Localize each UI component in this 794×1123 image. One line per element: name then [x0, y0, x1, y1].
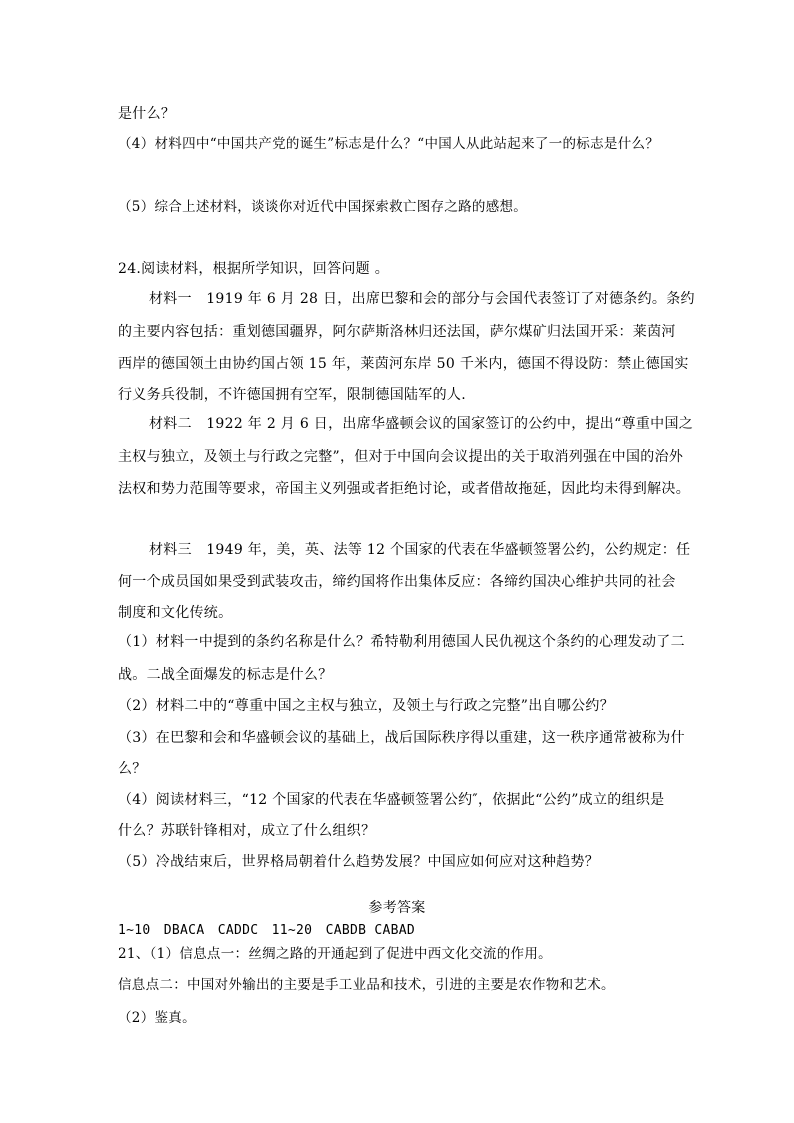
question-24-line: （2）材料二中的“尊重中国之主权与独立，及领土与行政之完整”出自哪公约？	[118, 698, 615, 714]
material-3-line: 材料三 1949 年，美，英、法等 12 个国家的代表在华盛顿签署公约，公约规定：任	[149, 542, 691, 558]
question-24-intro: 24.阅读材料，根据所学知识，回答问题 。	[118, 261, 390, 277]
material-2-line: 主权与独立，及领土与行政之完整”，但对于中国向会议提出的关于取消列强在中国的治外	[118, 449, 684, 465]
answer-21-2: （2）鉴真。	[118, 1010, 196, 1026]
question-24-line: （3）在巴黎和会和华盛顿会议的基础上，战后国际秩序得以重建，这一秩序通常被称为什	[118, 730, 685, 746]
answer-key-title: 参考答案	[368, 900, 426, 916]
question-24-line: 么？	[118, 761, 147, 777]
prev-question-4: （4）材料四中“中国共产党的诞生”标志是什么？“中国人从此站起来了一的标志是什么？	[118, 136, 660, 152]
material-1-line: 行义务兵役制，不许德国拥有空军，限制德国陆军的人.	[118, 387, 466, 403]
answer-21-1b: 信息点二：中国对外输出的主要是手工业品和技术，引进的主要是农作物和艺术。	[118, 977, 615, 993]
material-1-line: 材料一 1919 年 6 月 28 日，出席巴黎和会的部分与会国代表签订了对德条约。条约	[149, 291, 695, 307]
material-1-line: 的主要内容包括：重划德国疆界，阿尔萨斯洛林归还法国，萨尔煤矿归法国开采：莱茵河	[118, 324, 676, 340]
choice-answers: 1~10 DBACA CADDC 11~20 CABDB CABAD	[118, 923, 415, 938]
material-3-line: 制度和文化传统。	[118, 605, 233, 621]
question-24-line: （1）材料一中提到的条约名称是什么？希特勒利用德国人民仇视这个条约的心理发动了二	[118, 634, 685, 650]
material-2-line: 法权和势力范围等要求，帝国主义列强或者拒绝讨论，或者借故拖延，因此均未得到解决。	[118, 481, 690, 497]
material-1-line: 西岸的德国领土由协约国占领 15 年，莱茵河东岸 50 千米内，德国不得设防：禁止德国实	[118, 356, 689, 372]
material-3-line: 何一个成员国如果受到武装攻击，缔约国将作出集体反应：各缔约国决心维护共同的社会	[118, 574, 676, 590]
answer-21-1: 21、（1）信息点一：丝绸之路的开通起到了促进中西文化交流的作用。	[118, 946, 552, 962]
question-24-line: （5）冷战结束后，世界格局朝着什么趋势发展？中国应如何应对这种趋势？	[118, 854, 600, 870]
question-24-line: （4）阅读材料三，“12 个国家的代表在华盛顿签署公约″，依据此“公约”成立的组织是	[118, 792, 665, 808]
prev-question-5: （5）综合上述材料，谈谈你对近代中国探索救亡图存之路的感想。	[118, 199, 528, 215]
question-24-line: 战。二战全面爆发的标志是什么？	[118, 667, 333, 683]
prev-question-tail: 是什么？	[118, 106, 176, 122]
question-24-line: 什么？苏联针锋相对，成立了什么组织？	[118, 823, 376, 839]
material-2-line: 材料二 1922 年 2 月 6 日，出席华盛顿会议的国家签订的公约中，提出“尊重中国之	[149, 416, 694, 432]
